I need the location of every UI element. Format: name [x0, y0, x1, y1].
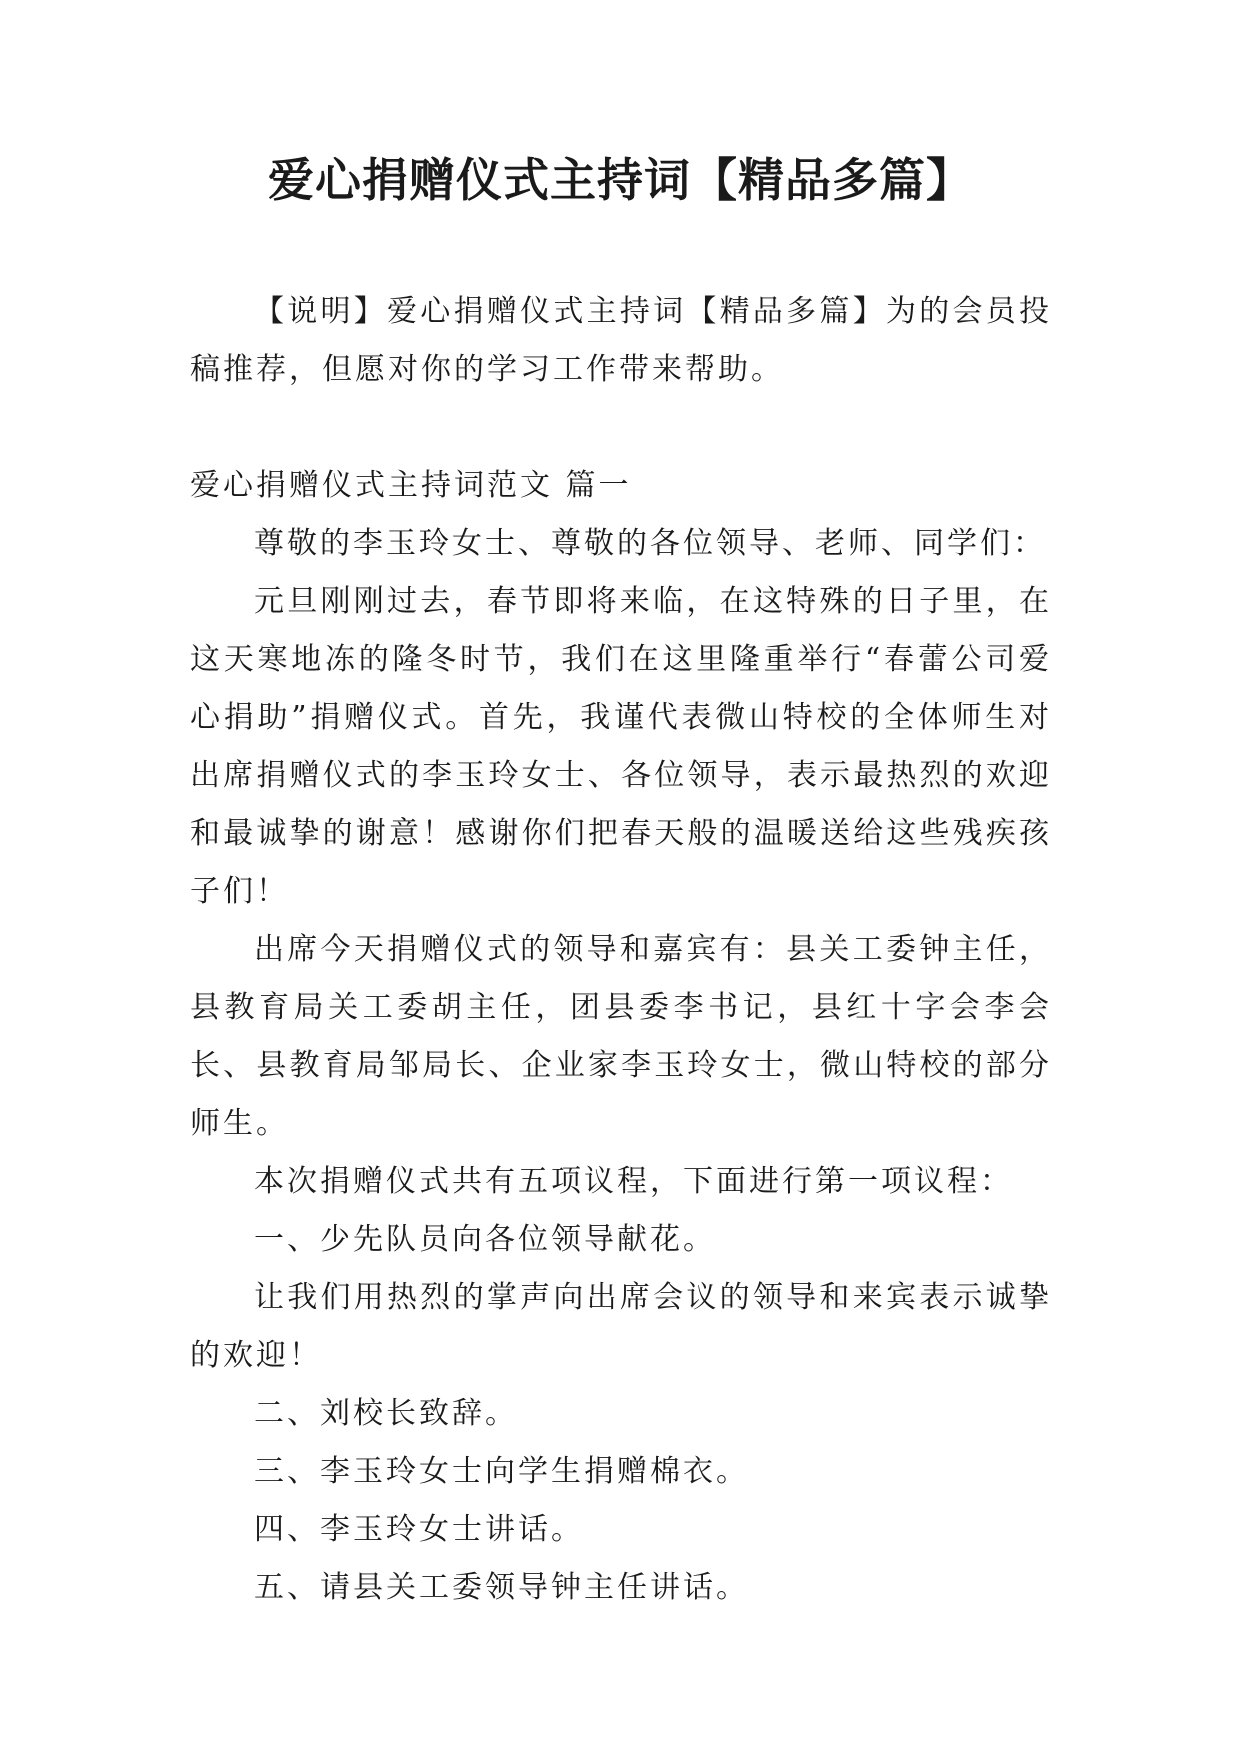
body-paragraph: 元旦刚刚过去，春节即将来临，在这特殊的日子里，在这天寒地冻的隆冬时节，我们在这里隆重举行“春蕾公司爱心捐助”捐赠仪式。首先，我谨代表微山特校的全体师生对出席捐赠仪式的李玉玲女士、各位领导，表示最热烈的欢迎和最诚挚的谢意！感谢你们把春天般的温暖送给这些残疾孩子们！ [190, 584, 1052, 909]
document-body [190, 283, 1052, 1617]
section-heading: 爱心捐赠仪式主持词范文 篇一 [190, 468, 632, 503]
agenda-item: 五、请县关工委领导钟主任讲话。 [254, 1570, 749, 1605]
intro-paragraph: 【说明】爱心捐赠仪式主持词【精品多篇】为的会员投稿推荐，但愿对你的学习工作带来帮助。 [190, 294, 1052, 387]
body-paragraph: 本次捐赠仪式共有五项议程，下面进行第一项议程： [254, 1164, 1013, 1199]
body-paragraph: 尊敬的李玉玲女士、尊敬的各位领导、老师、同学们： [254, 526, 1046, 561]
agenda-item: 三、李玉玲女士向学生捐赠棉衣。 [254, 1454, 749, 1489]
body-paragraph: 出席今天捐赠仪式的领导和嘉宾有：县关工委钟主任，县教育局关工委胡主任，团县委李书记，县红十字会李会长、县教育局邹局长、企业家李玉玲女士，微山特校的部分师生。 [190, 932, 1052, 1141]
agenda-item: 二、刘校长致辞。 [254, 1396, 518, 1431]
blank-line [190, 399, 1052, 457]
agenda-item: 四、李玉玲女士讲话。 [254, 1512, 584, 1547]
body-paragraph: 让我们用热烈的掌声向出席会议的领导和来宾表示诚挚的欢迎！ [190, 1280, 1052, 1373]
document-title: 爱心捐赠仪式主持词【精品多篇】 [268, 153, 973, 207]
agenda-item: 一、少先队员向各位领导献花。 [254, 1222, 716, 1257]
